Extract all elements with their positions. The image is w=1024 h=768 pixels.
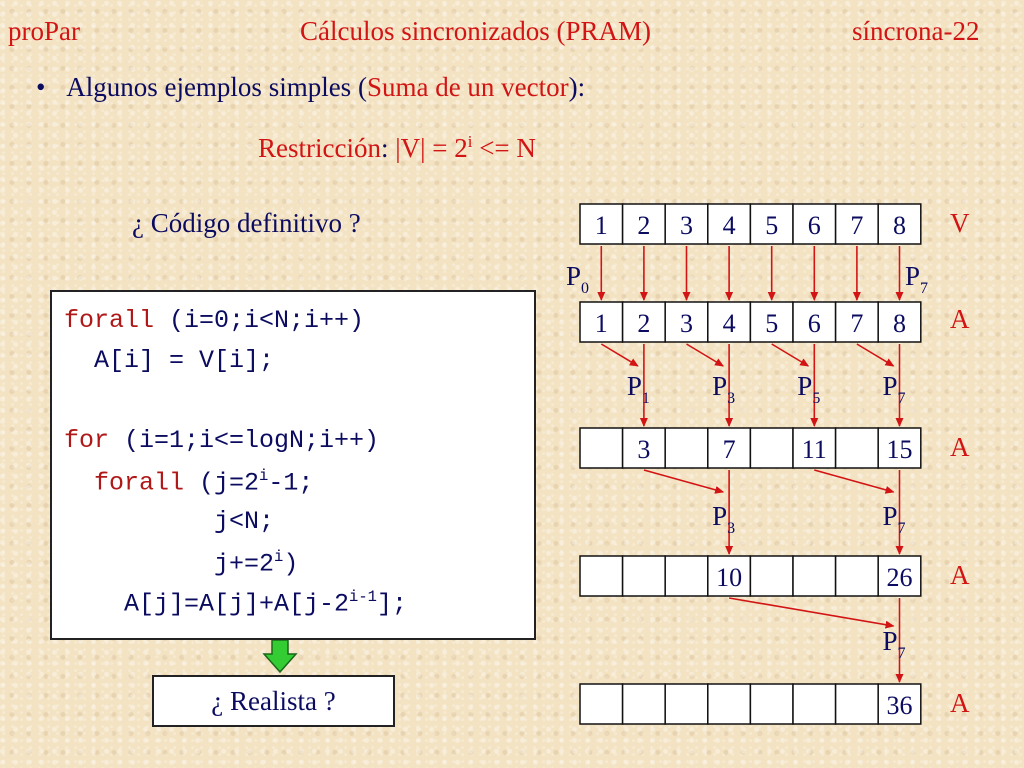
code-line-7: $A[j]=A[j]+A[j-2^{i-1}]$; [64, 588, 407, 619]
processor-label: $P_1$ [626, 371, 650, 407]
sum-arrow [644, 470, 723, 492]
sum-arrow [857, 344, 894, 366]
array-cell [836, 684, 879, 724]
array-label: A [950, 304, 970, 334]
array-cell-value: 3 [680, 211, 693, 240]
array-cell [580, 684, 623, 724]
question-text: ¿ Código definitivo ? [132, 208, 361, 238]
array-cell [836, 428, 879, 468]
array-cell-value: 7 [850, 211, 864, 240]
array-cell [750, 428, 793, 468]
array-cell-value: 3 [637, 435, 651, 464]
array-cell-value: 5 [765, 211, 779, 240]
array-cell [580, 428, 623, 468]
array-cell [665, 428, 708, 468]
array-cell [793, 556, 836, 596]
code-line-2: A[i] = V[i]; [64, 346, 275, 375]
array-cell [665, 556, 708, 596]
array-cell [580, 556, 623, 596]
processor-label: $P_3$ [712, 501, 736, 537]
array-row-3 [580, 556, 921, 596]
array-cell-value: 26 [886, 563, 913, 592]
array-cell [793, 684, 836, 724]
array-label: A [950, 560, 970, 590]
array-cell [623, 556, 666, 596]
sum-arrow [772, 344, 809, 366]
array-cell-value: 2 [637, 211, 651, 240]
array-cell [665, 684, 708, 724]
restriction-label: Restricción [258, 133, 381, 163]
array-cell [750, 556, 793, 596]
array-cell-value: 4 [722, 309, 736, 338]
code-line-4: forall ($j=2^i-1$; [94, 467, 314, 498]
array-cell-value: 3 [680, 309, 693, 338]
processor-label: $P_7$ [905, 261, 929, 297]
array-cell-value: 11 [801, 435, 827, 464]
processor-label: $P_7$ [882, 371, 906, 407]
slide-title: Cálculos sincronizados (PRAM) [300, 16, 651, 46]
bullet-text-a: Algunos ejemplos simples ( [66, 72, 367, 102]
restriction-formula: $|V| = 2^i <= N$ [395, 132, 536, 163]
bullet-text-b: ): [568, 72, 586, 102]
array-cell-value: 36 [886, 691, 913, 720]
array-cell-value: 8 [893, 309, 906, 338]
array-cell-value: 10 [716, 563, 743, 592]
restriction-colon: : [380, 133, 389, 163]
array-label: V [950, 208, 970, 238]
header-left: proPar [8, 16, 80, 46]
array-cell [750, 684, 793, 724]
array-cell-value: 1 [594, 309, 608, 338]
array-cell-value: 15 [886, 435, 913, 464]
array-row-2 [580, 428, 921, 468]
array-cell [836, 556, 879, 596]
header-right: síncrona-22 [852, 16, 980, 46]
processor-label: $P_3$ [712, 371, 736, 407]
array-cell-value: 4 [722, 211, 736, 240]
code-line-3: for (i=1;i<=logN;i++) [64, 426, 380, 455]
processor-label: $P_5$ [797, 371, 821, 407]
bullet-highlight: Suma de un vector [366, 72, 569, 102]
array-label: A [950, 432, 970, 462]
array-cell-value: 7 [722, 435, 736, 464]
code-line-5: j<N; [64, 507, 275, 536]
code-line-1: forall (i=0;i<N;i++) [64, 306, 365, 335]
sum-arrow [729, 598, 893, 626]
array-cell-value: 5 [765, 309, 779, 338]
array-cell-value: 2 [637, 309, 651, 338]
sum-arrow [687, 344, 724, 366]
sum-arrow [814, 470, 893, 492]
array-row-0 [580, 204, 921, 244]
realista-text: ¿ Realista ? [211, 686, 336, 716]
array-cell-value: 6 [807, 211, 821, 240]
array-cell [623, 684, 666, 724]
sum-arrow [601, 344, 638, 366]
code-line-6: $j+=2^i$) [64, 548, 299, 579]
array-cell-value: 7 [850, 309, 864, 338]
processor-label: $P_7$ [882, 501, 906, 537]
array-row-1 [580, 302, 921, 342]
array-cell-value: 8 [893, 211, 906, 240]
array-cell-value: 1 [594, 211, 608, 240]
array-row-4 [580, 684, 921, 724]
bullet-mark: • [36, 72, 46, 102]
processor-label: $P_0$ [566, 261, 590, 297]
processor-label: $P_7$ [882, 626, 906, 662]
array-label: A [950, 688, 970, 718]
array-cell-value: 6 [807, 309, 821, 338]
array-cell [708, 684, 751, 724]
